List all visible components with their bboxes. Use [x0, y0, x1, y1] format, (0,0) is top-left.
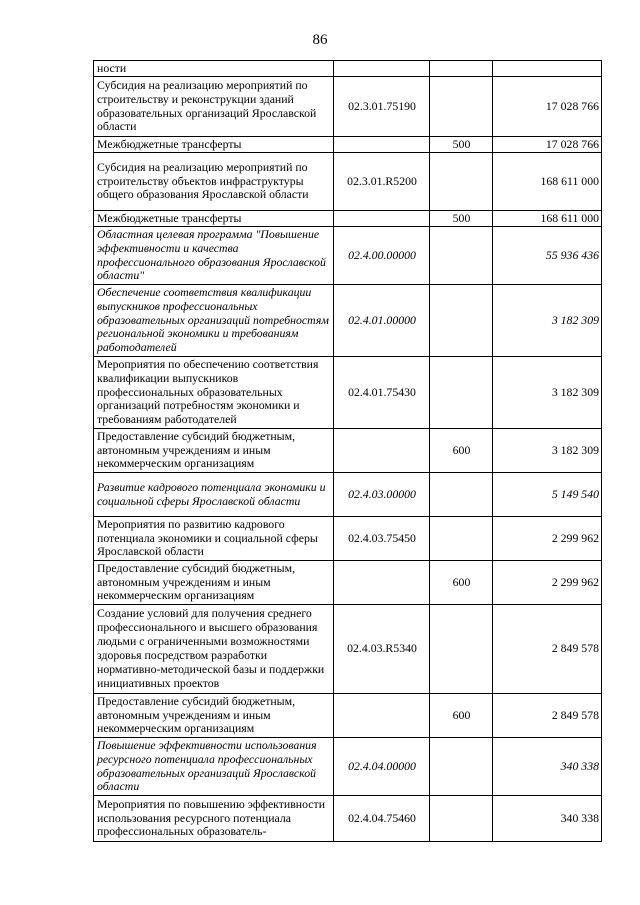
row-description: Предоставление субсидий бюджетным, автономным учреждениям и иным некоммерческим организациям [94, 694, 334, 738]
row-amount: 17 028 766 [493, 77, 602, 137]
table-row [94, 796, 602, 842]
row-expense-type [430, 227, 493, 285]
table-row [94, 285, 602, 357]
row-expense-type: 600 [430, 561, 493, 605]
row-code [334, 61, 430, 77]
table-row [94, 357, 602, 429]
row-amount: 5 149 540 [493, 473, 602, 517]
row-expense-type [430, 517, 493, 561]
table-row [94, 605, 602, 694]
table-row [94, 561, 602, 605]
table-row [94, 137, 602, 153]
row-description: Межбюджетные трансферты [94, 211, 334, 227]
row-description: Повышение эффективности использования ресурсного потенциала профессиональных образовательных организаций Ярославской области [94, 738, 334, 796]
table-row [94, 694, 602, 738]
budget-table-body [94, 61, 602, 842]
row-expense-type [430, 357, 493, 429]
row-description: Областная целевая программа "Повышение эффективности и качества профессионального образования Ярославской области" [94, 227, 334, 285]
row-amount: 3 182 309 [493, 357, 602, 429]
row-expense-type [430, 605, 493, 694]
row-description: ности [94, 61, 334, 77]
row-code [334, 694, 430, 738]
row-description: Мероприятия по повышению эффективности использования ресурсного потенциала профессиональных образователь- [94, 796, 334, 842]
row-amount: 168 611 000 [493, 153, 602, 211]
row-description: Предоставление субсидий бюджетным, автономным учреждениям и иным некоммерческим организациям [94, 429, 334, 473]
table-row [94, 429, 602, 473]
row-amount: 2 849 578 [493, 605, 602, 694]
row-description: Субсидия на реализацию мероприятий по строительству и реконструкции зданий образовательных организаций Ярославской области [94, 77, 334, 137]
row-description: Мероприятия по обеспечению соответствия квалификации выпускников профессиональных образовательных организаций потребностям экономики и требованиям работодателей [94, 357, 334, 429]
row-expense-type: 500 [430, 211, 493, 227]
row-amount: 168 611 000 [493, 211, 602, 227]
row-expense-type [430, 61, 493, 77]
row-code: 02.4.01.00000 [334, 285, 430, 357]
row-amount: 2 299 962 [493, 517, 602, 561]
row-description: Обеспечение соответствия квалификации выпускников профессиональных образовательных организаций потребностям региональной экономики и требованиям работодателей [94, 285, 334, 357]
row-code [334, 211, 430, 227]
row-code: 02.4.00.00000 [334, 227, 430, 285]
row-description: Субсидия на реализацию мероприятий по строительству объектов инфраструктуры общего образования Ярославской области [94, 153, 334, 211]
table-row [94, 227, 602, 285]
row-amount: 2 849 578 [493, 694, 602, 738]
table-row [94, 61, 602, 77]
row-code: 02.4.04.00000 [334, 738, 430, 796]
row-code: 02.4.04.75460 [334, 796, 430, 842]
row-code: 02.4.03.R5340 [334, 605, 430, 694]
row-code: 02.3.01.R5200 [334, 153, 430, 211]
table-row [94, 473, 602, 517]
row-amount: 55 936 436 [493, 227, 602, 285]
row-expense-type: 500 [430, 137, 493, 153]
row-description: Межбюджетные трансферты [94, 137, 334, 153]
page-number: 86 [312, 32, 328, 48]
row-amount: 17 028 766 [493, 137, 602, 153]
row-expense-type [430, 77, 493, 137]
table-row [94, 211, 602, 227]
row-amount: 340 338 [493, 738, 602, 796]
row-amount [493, 61, 602, 77]
row-amount: 340 338 [493, 796, 602, 842]
row-description: Предоставление субсидий бюджетным, автономным учреждениям и иным некоммерческим организациям [94, 561, 334, 605]
row-description: Мероприятия по развитию кадрового потенциала экономики и социальной сферы Ярославской области [94, 517, 334, 561]
row-description: Развитие кадрового потенциала экономики и социальной сферы Ярославской области [94, 473, 334, 517]
row-expense-type: 600 [430, 694, 493, 738]
row-expense-type [430, 153, 493, 211]
table-row [94, 738, 602, 796]
row-code: 02.4.01.75430 [334, 357, 430, 429]
row-code: 02.4.03.75450 [334, 517, 430, 561]
row-description: Создание условий для получения среднего профессионального и высшего образования людьми с ограниченными возможностями здоровья посредством разработки нормативно-методической базы и поддержки инициативных проектов [94, 605, 334, 694]
row-expense-type [430, 738, 493, 796]
row-expense-type: 600 [430, 429, 493, 473]
row-code [334, 561, 430, 605]
row-code [334, 137, 430, 153]
row-code: 02.4.03.00000 [334, 473, 430, 517]
row-expense-type [430, 473, 493, 517]
row-code: 02.3.01.75190 [334, 77, 430, 137]
row-expense-type [430, 285, 493, 357]
row-code [334, 429, 430, 473]
table-row [94, 153, 602, 211]
table-row [94, 77, 602, 137]
budget-table [93, 60, 602, 842]
row-amount: 2 299 962 [493, 561, 602, 605]
row-expense-type [430, 796, 493, 842]
table-row [94, 517, 602, 561]
row-amount: 3 182 309 [493, 285, 602, 357]
row-amount: 3 182 309 [493, 429, 602, 473]
